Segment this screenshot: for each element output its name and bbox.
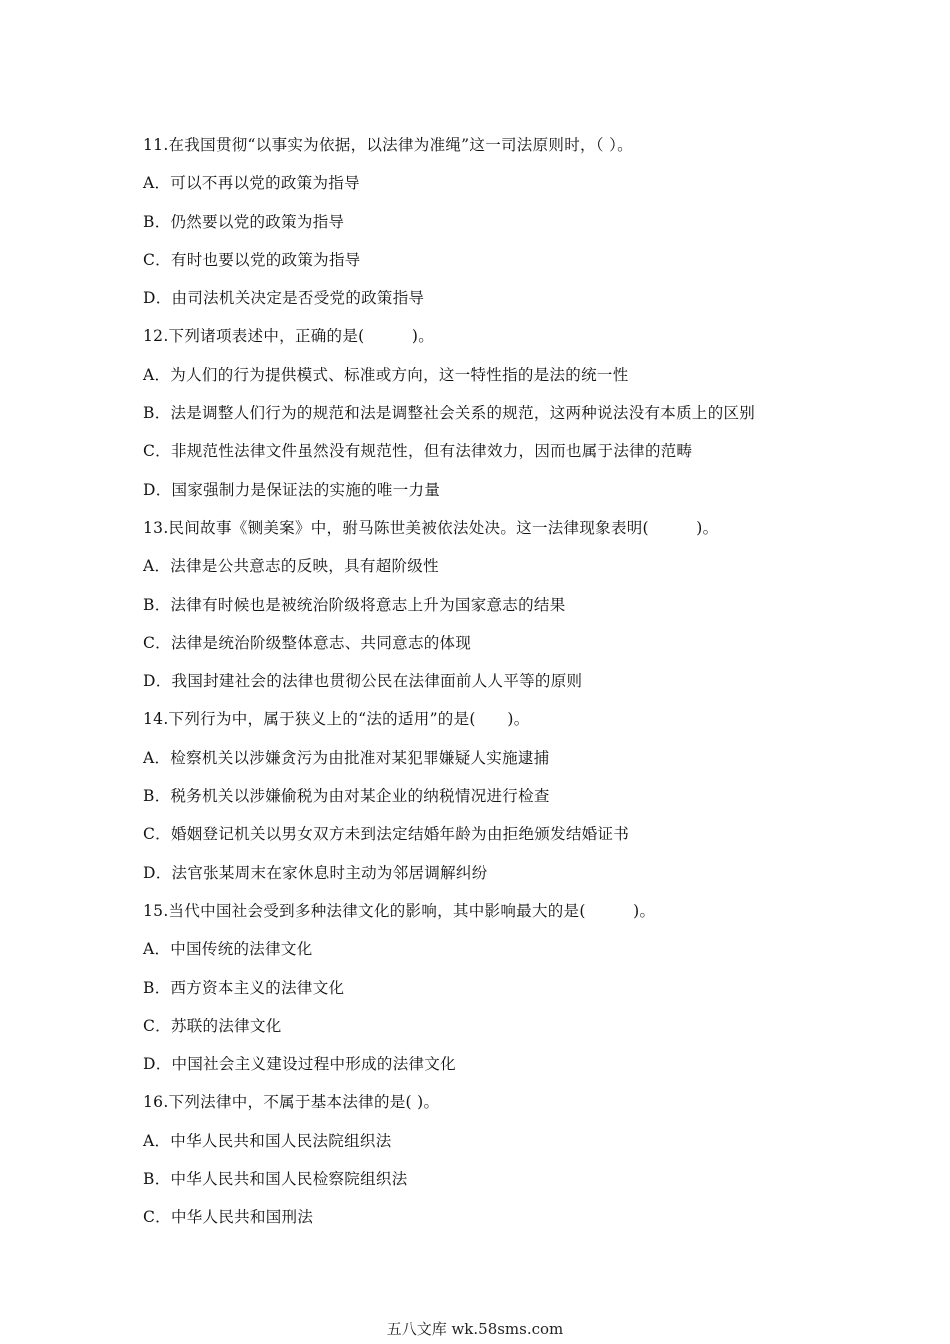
question-16-option-c: C．中华人民共和国刑法: [143, 1208, 314, 1227]
question-15-option-b: B．西方资本主义的法律文化: [143, 978, 345, 997]
footer-watermark: 五八文库 wk.58sms.com: [386, 1320, 564, 1338]
question-12-stem: 12.下列诸项表述中，正确的是( )。: [143, 327, 435, 346]
question-13-option-b: B．法律有时候也是被统治阶级将意志上升为国家意志的结果: [143, 595, 566, 614]
question-16-option-b: B．中华人民共和国人民检察院组织法: [143, 1170, 408, 1189]
question-11-option-c: C．有时也要以党的政策为指导: [143, 250, 361, 269]
question-list: [143, 130, 863, 1241]
question-16-stem: 16.下列法律中，不属于基本法律的是( )。: [143, 1093, 440, 1112]
question-13-option-d: D．我国封建社会的法律也贯彻公民在法律面前人人平等的原则: [143, 672, 583, 691]
question-11-stem: 11.在我国贯彻“以事实为依据，以法律为准绳”这一司法原则时，（ ）。: [143, 136, 633, 154]
question-14-option-c: C．婚姻登记机关以男女双方未到法定结婚年龄为由拒绝颁发结婚证书: [143, 825, 630, 844]
question-12-option-a: A．为人们的行为提供模式、标准或方向，这一特性指的是法的统一性: [143, 365, 629, 384]
question-16-option-a: A．中华人民共和国人民法院组织法: [143, 1131, 392, 1150]
question-11-option-d: D．由司法机关决定是否受党的政策指导: [143, 289, 425, 308]
question-15-option-d: D．中国社会主义建设过程中形成的法律文化: [143, 1055, 456, 1074]
question-15-stem: 15.当代中国社会受到多种法律文化的影响，其中影响最大的是( )。: [143, 901, 656, 920]
question-12-option-c: C．非规范性法律文件虽然没有规范性，但有法律效力，因而也属于法律的范畴: [143, 442, 693, 461]
question-12-option-d: D．国家强制力是保证法的实施的唯一力量: [143, 480, 441, 499]
question-14-option-d: D．法官张某周末在家休息时主动为邻居调解纠纷: [143, 863, 488, 882]
question-13-option-c: C．法律是统治阶级整体意志、共同意志的体现: [143, 633, 472, 652]
question-14-option-a: A．检察机关以涉嫌贪污为由批准对某犯罪嫌疑人实施逮捕: [143, 748, 550, 767]
question-11-option-a: A．可以不再以党的政策为指导: [143, 174, 360, 193]
question-12-option-b: B．法是调整人们行为的规范和法是调整社会关系的规范，这两种说法没有本质上的区别: [143, 404, 756, 423]
question-15-option-a: A．中国传统的法律文化: [143, 940, 313, 959]
question-11-option-b: B．仍然要以党的政策为指导: [143, 212, 345, 231]
question-13-stem: 13.民间故事《铡美案》中，驸马陈世美被依法处决。这一法律现象表明( )。: [143, 518, 719, 537]
question-14-option-b: B．税务机关以涉嫌偷税为由对某企业的纳税情况进行检查: [143, 787, 550, 806]
question-14-stem: 14.下列行为中，属于狭义上的“法的适用”的是( )。: [143, 710, 530, 729]
question-13-option-a: A．法律是公共意志的反映，具有超阶级性: [143, 557, 439, 576]
question-15-option-c: C．苏联的法律文化: [143, 1016, 282, 1035]
